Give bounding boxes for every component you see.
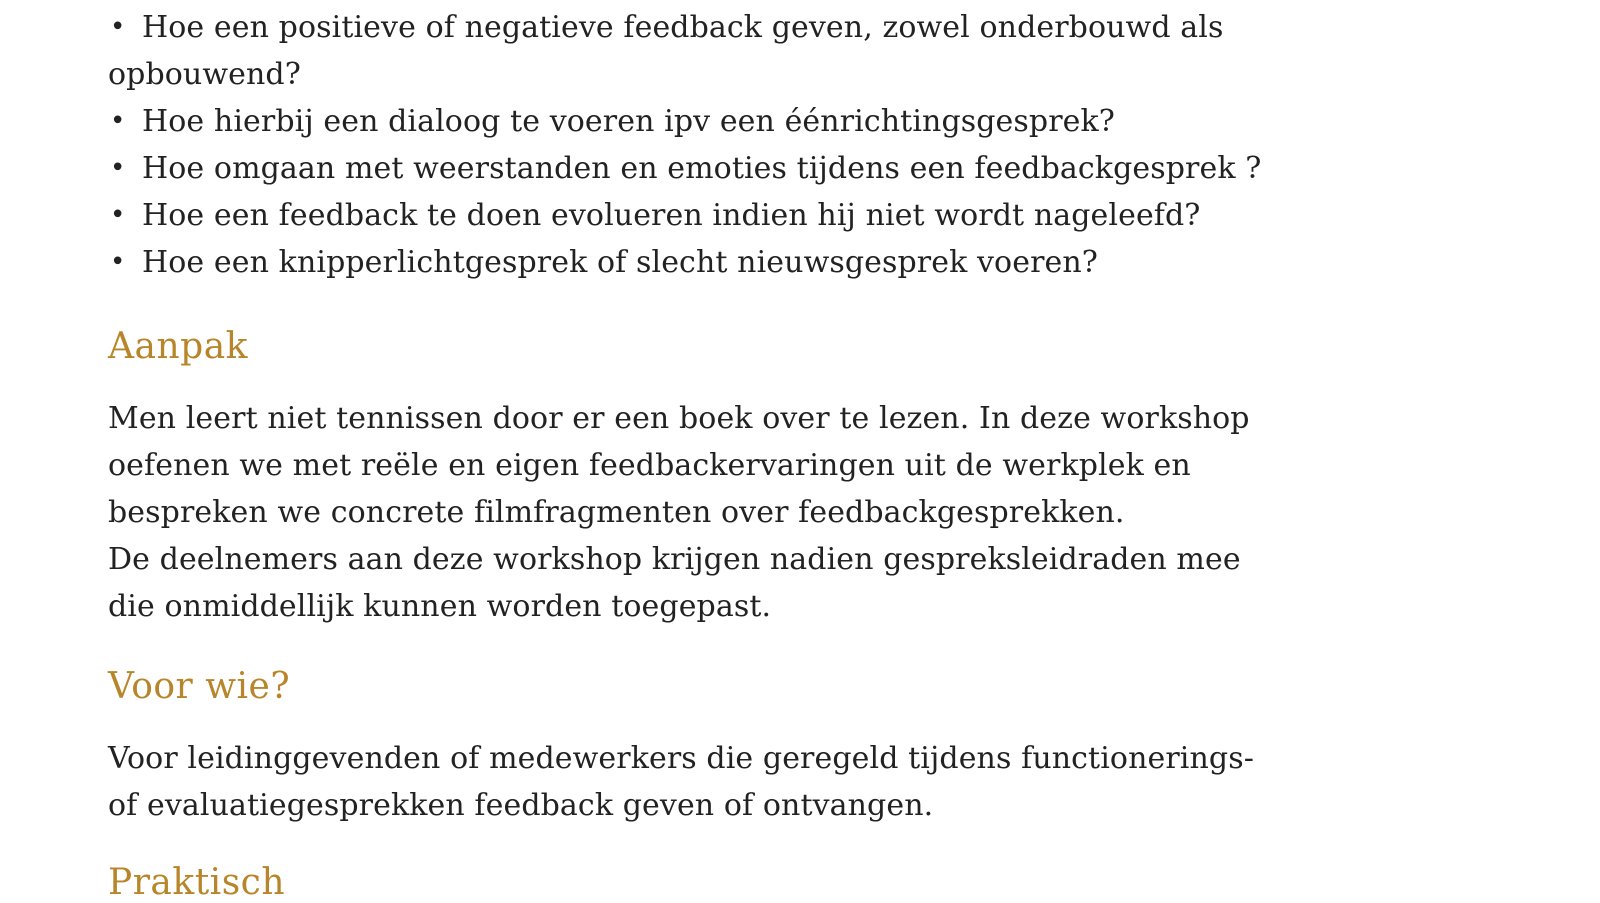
paragraph-line: Voor leidinggevenden of medewerkers die geregeld tijdens functionerings- xyxy=(108,741,1254,776)
paragraph-line: Men leert niet tennissen door er een boek over te lezen. In deze workshop xyxy=(108,401,1250,436)
list-item-text: Hoe een positieve of negatieve feedback geven, zowel onderbouwd als xyxy=(142,10,1224,45)
list-item xyxy=(108,239,1528,286)
list-item-text: Hoe een feedback te doen evolueren indien hij niet wordt nageleefd? xyxy=(142,198,1201,233)
list-item-continuation xyxy=(108,51,1528,98)
bullet-icon: • xyxy=(110,200,126,230)
list-item xyxy=(108,145,1528,192)
section-body-voor-wie xyxy=(108,735,1528,829)
paragraph-line: bespreken we concrete filmfragmenten over feedbackgesprekken. xyxy=(108,495,1125,530)
list-item xyxy=(108,192,1528,239)
bullet-icon: • xyxy=(110,12,126,42)
section-heading-voor-wie: Voor wie? xyxy=(108,666,291,707)
list-item-text: Hoe omgaan met weerstanden en emoties tijdens een feedbackgesprek ? xyxy=(142,151,1262,186)
list-item-text: opbouwend? xyxy=(108,57,301,92)
list-item xyxy=(108,98,1528,145)
paragraph-line: De deelnemers aan deze workshop krijgen nadien gespreksleidraden mee xyxy=(108,542,1241,577)
section-heading-praktisch: Praktisch xyxy=(108,862,286,903)
paragraph-line: oefenen we met reële en eigen feedbackervaringen uit de werkplek en xyxy=(108,448,1191,483)
paragraph-line: die onmiddellijk kunnen worden toegepast. xyxy=(108,589,772,624)
list-item-text: Hoe een knipperlichtgesprek of slecht nieuwsgesprek voeren? xyxy=(142,245,1098,280)
section-heading-aanpak: Aanpak xyxy=(108,326,248,367)
question-list xyxy=(108,4,1528,286)
list-item xyxy=(108,4,1528,51)
bullet-icon: • xyxy=(110,106,126,136)
bullet-icon: • xyxy=(110,247,126,277)
section-body-aanpak xyxy=(108,395,1528,630)
bullet-icon: • xyxy=(110,153,126,183)
list-item-text: Hoe hierbij een dialoog te voeren ipv een éénrichtingsgesprek? xyxy=(142,104,1115,139)
paragraph-line: of evaluatiegesprekken feedback geven of ontvangen. xyxy=(108,788,934,823)
